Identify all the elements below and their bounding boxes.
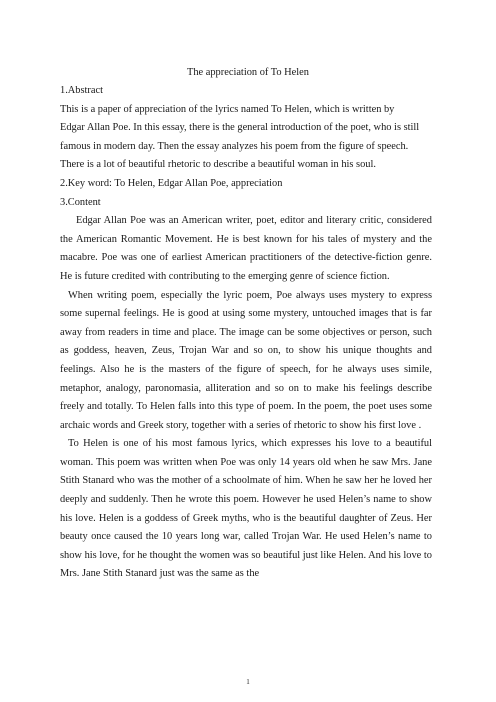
abstract-line: This is a paper of appreciation of the lyrics named To Helen, which is written by bbox=[60, 103, 395, 115]
abstract-line: Edgar Allan Poe. In this essay, there is the general introduction of the poet, who is still bbox=[60, 122, 420, 134]
abstract-heading: 1.Abstract bbox=[60, 85, 103, 96]
page-number: 1 bbox=[246, 678, 250, 686]
abstract-line: There is a lot of beautiful rhetoric to describe a beautiful woman in his soul. bbox=[60, 159, 376, 171]
content-heading: 3.Content bbox=[60, 196, 101, 208]
content-paragraph: Edgar Allan Poe was an American writer, poet, editor and literary critic, considered the American Romantic Movement. He is best known for his tales of mystery and the macabre. Poe was one of earliest American practitioners of the detective-fiction genre. He is future credited with contributing to the emerging genre of science fiction. bbox=[60, 215, 432, 282]
content-paragraph: To Helen is one of his most famous lyrics, which expresses his love to a beautiful woman. This poem was written when Poe was only 14 years old when he saw Mrs. Jane Stith Stanard who was the mother of a schoolmate of him. When he saw her he loved her deeply and suddenly. Then he wrote this poem. However he used Helen’s name to show his love. Helen is a goddess of Greek myths, who is the beautiful daughter of Zeus. Her beauty once caused the 10 years long war, called Trojan War. He used Helen’s name to show his love, for he thought the women was so beautiful just like Helen. And his love to Mrs. Jane Stith Stanard just was the same as the bbox=[60, 438, 432, 580]
document-body bbox=[60, 82, 432, 584]
keywords: 2.Key word: To Helen, Edgar Allan Poe, appreciation bbox=[60, 177, 283, 189]
document-title: The appreciation of To Helen bbox=[187, 67, 309, 78]
abstract-line: famous in modern day. Then the essay analyzes his poem from the figure of speech. bbox=[60, 140, 409, 152]
content-paragraph: When writing poem, especially the lyric poem, Poe always uses mystery to express some supernal feelings. He is good at using some mystery, untouched images that is far away from readers in time and place. The image can be some objectives or person, such as goddess, heaven, Zeus, Trojan War and so on, to show his unique thoughts and feelings. Also he is the masters of the figure of speech, for he always uses simile, metaphor, analogy, paronomasia, alliteration and so on to make his feelings describe freely and totally. To Helen falls into this type of poem. In the poem, the poet uses some archaic words and Greek story, together with a series of rhetoric to show his first love . bbox=[60, 289, 432, 431]
